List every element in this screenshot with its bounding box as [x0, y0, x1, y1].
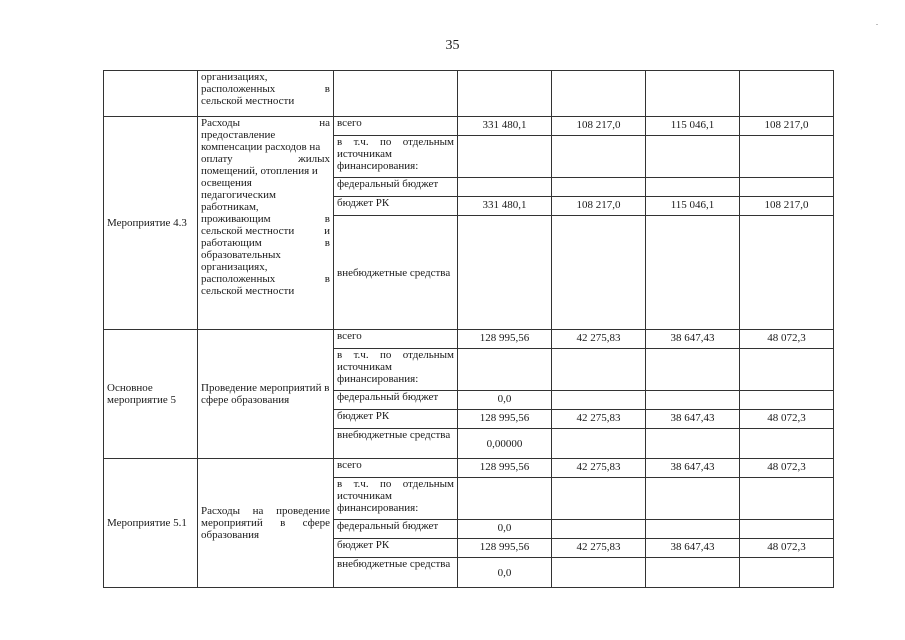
source-cell [334, 71, 458, 117]
value-cell: 42 275,83 [552, 330, 646, 349]
value-cell: 48 072,3 [740, 459, 834, 478]
value-cell [552, 71, 646, 117]
value-cell [740, 349, 834, 391]
event-label: Основное мероприятие 5 [104, 330, 198, 459]
table-row [104, 459, 834, 478]
value-cell: 42 275,83 [552, 539, 646, 558]
source-cell: всего [334, 330, 458, 349]
name-line: сельской местности [201, 225, 295, 237]
event-name-cell [198, 117, 334, 330]
value-cell [552, 216, 646, 330]
value-cell [458, 71, 552, 117]
source-cell: федеральный бюджет [334, 520, 458, 539]
value-cell: 115 046,1 [646, 117, 740, 136]
name-line: на [319, 117, 330, 129]
source-cell: в т.ч. по отдельным источникам финансирования: [334, 136, 458, 178]
value-cell [458, 136, 552, 178]
source-cell: бюджет РК [334, 539, 458, 558]
event-label: Мероприятие 4.3 [104, 117, 198, 330]
value-cell: 108 217,0 [552, 117, 646, 136]
value-cell [740, 71, 834, 117]
value-cell [646, 558, 740, 588]
name-line: образовательных [201, 249, 281, 261]
source-cell: всего [334, 117, 458, 136]
value-cell [740, 136, 834, 178]
source-cell: внебюджетные средства [334, 429, 458, 459]
budget-table [103, 70, 834, 588]
value-cell [646, 216, 740, 330]
value-cell: 128 995,56 [458, 410, 552, 429]
value-cell [458, 216, 552, 330]
value-cell: 115 046,1 [646, 197, 740, 216]
event-name-cell [198, 71, 334, 117]
value-cell [740, 178, 834, 197]
name-line: организациях, [201, 71, 268, 83]
value-cell: 48 072,3 [740, 410, 834, 429]
value-cell: 38 647,43 [646, 410, 740, 429]
source-cell: в т.ч. по отдельным источникам финансирования: [334, 349, 458, 391]
source-cell: бюджет РК [334, 197, 458, 216]
value-cell [646, 478, 740, 520]
name-line: в [324, 213, 330, 225]
name-line: сельской местности [201, 95, 295, 107]
value-cell: 108 217,0 [740, 197, 834, 216]
name-line: организациях, [201, 261, 268, 273]
value-cell [458, 349, 552, 391]
value-cell [740, 429, 834, 459]
value-cell [646, 520, 740, 539]
table-row [104, 117, 834, 136]
value-cell [646, 391, 740, 410]
value-cell: 42 275,83 [552, 459, 646, 478]
value-cell: 0,0 [458, 520, 552, 539]
name-line: проживающим [201, 213, 271, 225]
value-cell: 48 072,3 [740, 330, 834, 349]
source-cell: федеральный бюджет [334, 178, 458, 197]
value-cell: 38 647,43 [646, 459, 740, 478]
source-cell: внебюджетные средства [334, 216, 458, 330]
value-cell [646, 429, 740, 459]
value-cell: 331 480,1 [458, 117, 552, 136]
value-cell [458, 178, 552, 197]
value-cell: 48 072,3 [740, 539, 834, 558]
event-name-cell [198, 459, 334, 588]
source-cell: бюджет РК [334, 410, 458, 429]
name-line: работающим [201, 237, 262, 249]
scan-speck: . [876, 18, 878, 27]
name-line: помещений, отопления и [201, 165, 318, 177]
value-cell [552, 520, 646, 539]
value-cell: 38 647,43 [646, 539, 740, 558]
value-cell: 0,0 [458, 391, 552, 410]
value-cell [740, 478, 834, 520]
event-name-cell: Проведение мероприятий в сфере образования [198, 330, 334, 459]
value-cell [646, 349, 740, 391]
value-cell [552, 349, 646, 391]
value-cell [552, 429, 646, 459]
value-cell: 108 217,0 [552, 197, 646, 216]
table-row [104, 330, 834, 349]
source-cell: в т.ч. по отдельным источникам финансирования: [334, 478, 458, 520]
value-cell [552, 178, 646, 197]
source-cell: федеральный бюджет [334, 391, 458, 410]
value-cell: 42 275,83 [552, 410, 646, 429]
name-line: расположенных [201, 273, 276, 285]
value-cell: 128 995,56 [458, 459, 552, 478]
source-cell: всего [334, 459, 458, 478]
page-number: 35 [445, 38, 460, 53]
value-cell: 331 480,1 [458, 197, 552, 216]
name-line: педагогическим [201, 189, 277, 201]
value-cell [646, 178, 740, 197]
value-cell: 128 995,56 [458, 330, 552, 349]
value-cell [740, 558, 834, 588]
value-cell [552, 136, 646, 178]
value-cell: 0,00000 [458, 429, 552, 459]
value-cell [552, 391, 646, 410]
name-line: в [324, 273, 330, 285]
name-line: жилых [298, 153, 330, 165]
value-cell: 128 995,56 [458, 539, 552, 558]
name-line: оплату [201, 153, 233, 165]
name-line: освещения [201, 177, 252, 189]
event-cell [104, 71, 198, 117]
name-line: компенсации расходов на [201, 141, 321, 153]
name-line: работникам, [201, 201, 259, 213]
value-cell [458, 478, 552, 520]
name-line: предоставление [201, 129, 276, 141]
value-cell [552, 558, 646, 588]
name-line: в [324, 237, 330, 249]
name-line: и [324, 225, 330, 237]
event-label: Мероприятие 5.1 [104, 459, 198, 588]
value-cell: 38 647,43 [646, 330, 740, 349]
name-line: в [324, 83, 330, 95]
name-line: Расходы [201, 117, 240, 129]
value-cell [740, 520, 834, 539]
value-cell [740, 391, 834, 410]
event-name: Расходы на проведение мероприятий в сфере образования [201, 505, 330, 541]
value-cell [552, 478, 646, 520]
value-cell [646, 71, 740, 117]
source-cell: внебюджетные средства [334, 558, 458, 588]
name-line: расположенных [201, 83, 276, 95]
value-cell: 108 217,0 [740, 117, 834, 136]
value-cell [646, 136, 740, 178]
table-row [104, 71, 834, 117]
name-line: сельской местности [201, 285, 295, 297]
value-cell: 0,0 [458, 558, 552, 588]
value-cell [740, 216, 834, 330]
